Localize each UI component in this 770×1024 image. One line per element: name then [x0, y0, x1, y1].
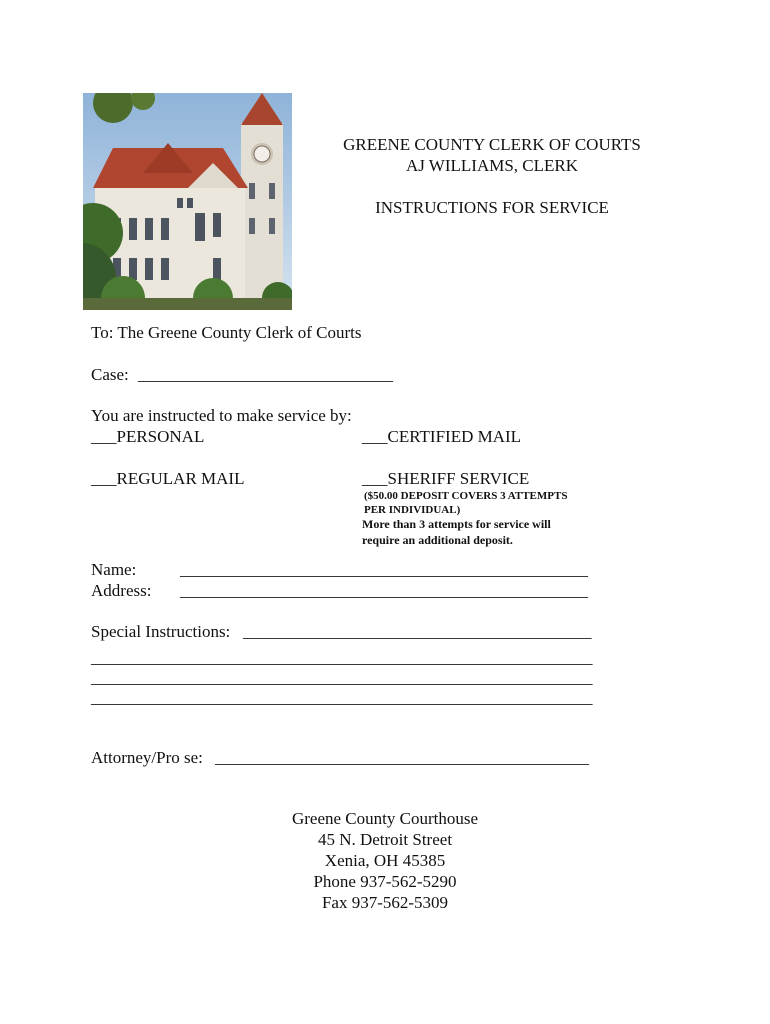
name-label: Name: [91, 560, 137, 579]
option-personal[interactable]: ___PERSONAL [91, 427, 205, 446]
footer-phone: Phone 937-562-5290 [313, 872, 457, 891]
clerk-name: AJ WILLIAMS, CLERK [405, 156, 579, 175]
option-certified-mail[interactable]: ___CERTIFIED MAIL [362, 427, 522, 446]
courthouse-photo [83, 93, 292, 310]
special-instructions-line[interactable]: ___________________________________________________________ [91, 668, 593, 687]
address-label: Address: [91, 581, 152, 600]
special-instructions-field[interactable]: _________________________________________ [243, 622, 592, 641]
footer-fax: Fax 937-562-5309 [321, 893, 449, 912]
attorney-label: Attorney/Pro se: [91, 748, 203, 767]
page-title: INSTRUCTIONS FOR SERVICE [375, 198, 609, 217]
deposit-note-line2: PER INDIVIDUAL) [364, 504, 461, 516]
case-field[interactable]: ______________________________ [138, 365, 393, 384]
address-field[interactable]: ________________________________________________ [180, 581, 588, 600]
case-label: Case: [91, 365, 129, 384]
to-line: To: The Greene County Clerk of Courts [91, 323, 362, 342]
option-sheriff-service[interactable]: ___SHERIFF SERVICE [362, 469, 530, 488]
attorney-field[interactable]: ____________________________________________ [215, 748, 589, 767]
option-regular-mail[interactable]: ___REGULAR MAIL [91, 469, 245, 488]
deposit-note-line1: ($50.00 DEPOSIT COVERS 3 ATTEMPTS [364, 490, 568, 502]
special-instructions-line[interactable]: ___________________________________________________________ [91, 648, 593, 667]
clerk-title: GREENE COUNTY CLERK OF COURTS [343, 135, 641, 154]
name-field[interactable]: ________________________________________________ [180, 560, 588, 579]
footer-city: Xenia, OH 45385 [324, 851, 446, 870]
special-instructions-line[interactable]: ___________________________________________________________ [91, 688, 593, 707]
instructions-intro: You are instructed to make service by: [91, 406, 352, 425]
attempts-note-line1: More than 3 attempts for service will [362, 517, 551, 531]
footer-street: 45 N. Detroit Street [317, 830, 453, 849]
attempts-note-line2: require an additional deposit. [362, 533, 513, 547]
special-instructions-label: Special Instructions: [91, 622, 231, 641]
footer-courthouse: Greene County Courthouse [291, 809, 479, 828]
